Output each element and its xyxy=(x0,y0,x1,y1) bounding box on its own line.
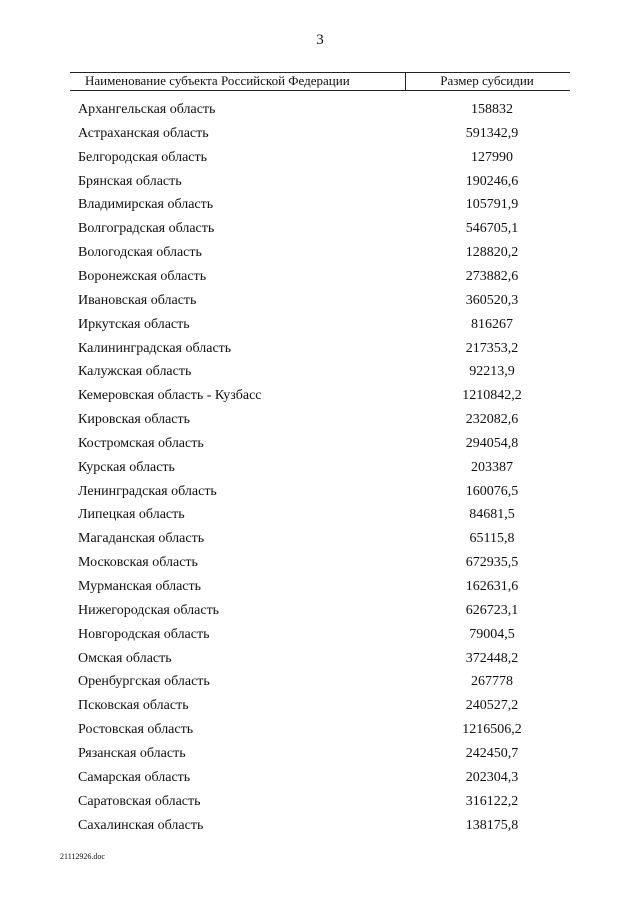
table-row-subject-name: Липецкая область xyxy=(78,507,185,523)
table-row-subsidy-amount: 203387 xyxy=(471,459,513,475)
table-row-subsidy-amount: 138175,8 xyxy=(465,817,519,833)
table-row-subsidy-amount: 158832 xyxy=(471,102,513,117)
table-row-subsidy-amount: 242450,7 xyxy=(465,745,519,761)
table-row-subsidy-amount: 672935,5 xyxy=(465,555,519,571)
table-row-subject-name: Архангельская область xyxy=(78,102,216,117)
table-row-subject-name: Астраханская область xyxy=(78,125,209,141)
table-row-subject-name: Ивановская область xyxy=(78,292,197,308)
table-row-subject-name: Нижегородская область xyxy=(78,602,220,618)
table-row-subsidy-amount: 546705,1 xyxy=(465,221,519,237)
table-row-subject-name: Новгородская область xyxy=(78,626,210,642)
table-row-subject-name: Ростовская область xyxy=(78,722,194,738)
table-row-subsidy-amount: 316122,2 xyxy=(465,793,519,809)
table-row-subject-name: Воронежская область xyxy=(78,268,207,284)
table-row-subject-name: Калужская область xyxy=(78,364,192,380)
table-row-subject-name: Самарская область xyxy=(78,769,191,785)
table-row-subsidy-amount: 79004,5 xyxy=(469,626,515,642)
table-row-subsidy-amount: 372448,2 xyxy=(465,650,519,666)
table-row-subject-name: Курская область xyxy=(78,459,175,475)
table-row-subject-name: Рязанская область xyxy=(78,745,186,761)
table-row-subject-name: Ленинградская область xyxy=(78,483,217,499)
table-row-subsidy-amount: 294054,8 xyxy=(465,435,519,451)
table-row-subject-name: Иркутская область xyxy=(78,316,190,332)
table-row-subsidy-amount: 591342,9 xyxy=(465,125,519,141)
table-row-subject-name: Белгородская область xyxy=(78,149,208,165)
table-row-subject-name: Кировская область xyxy=(78,412,191,428)
table-row-subsidy-amount: 240527,2 xyxy=(465,698,519,714)
table-row-subject-name: Московская область xyxy=(78,555,198,571)
table-row-subsidy-amount: 626723,1 xyxy=(465,602,519,618)
table-row-subject-name: Вологодская область xyxy=(78,245,202,261)
table-row-subject-name: Магаданская область xyxy=(78,531,205,547)
table-row-subject-name: Саратовская область xyxy=(78,793,201,809)
footer-filename: 21112926.doc xyxy=(60,852,105,861)
table-row-subsidy-amount: 190246,6 xyxy=(465,173,519,189)
table-row-subsidy-amount: 65115,8 xyxy=(469,531,515,547)
table-header-divider xyxy=(405,72,406,90)
table-row-subject-name: Псковская область xyxy=(78,698,189,714)
table-row-subsidy-amount: 202304,3 xyxy=(465,769,519,785)
table-row-subject-name: Костромская область xyxy=(78,435,204,451)
table-row-subsidy-amount: 162631,6 xyxy=(465,579,519,594)
table-row-subsidy-amount: 127990 xyxy=(471,149,513,165)
table-row-subsidy-amount: 360520,3 xyxy=(465,292,519,308)
table-row-subsidy-amount: 105791,9 xyxy=(465,197,519,213)
table-row-subsidy-amount: 232082,6 xyxy=(465,412,519,428)
table-row-subsidy-amount: 273882,6 xyxy=(465,268,519,284)
table-row-subsidy-amount: 217353,2 xyxy=(465,340,519,356)
table-row-subsidy-amount: 1216506,2 xyxy=(462,722,522,738)
table-row-subject-name: Сахалинская область xyxy=(78,817,204,833)
table-row-subject-name: Калининградская область xyxy=(78,340,232,356)
table-row-subject-name: Оренбургская область xyxy=(78,674,210,690)
table-row-subsidy-amount: 92213,9 xyxy=(469,364,515,380)
table-row-subject-name: Брянская область xyxy=(78,173,182,189)
table-row-subject-name: Волгоградская область xyxy=(78,221,215,237)
table-row-subsidy-amount: 84681,5 xyxy=(469,507,515,523)
table-row-subject-name: Мурманская область xyxy=(78,579,202,594)
table-row-subject-name: Владимирская область xyxy=(78,197,214,213)
page-number: 3 xyxy=(316,32,324,48)
column-header-subject-name: Наименование субъекта Российской Федерации xyxy=(85,73,350,88)
table-row-subsidy-amount: 816267 xyxy=(471,316,513,332)
table-row-subsidy-amount: 1210842,2 xyxy=(462,388,522,404)
table-row-subject-name: Кемеровская область - Кузбасс xyxy=(78,388,262,404)
table-row-subsidy-amount: 267778 xyxy=(471,674,513,690)
table-row-subsidy-amount: 128820,2 xyxy=(465,245,519,261)
table-row-subsidy-amount: 160076,5 xyxy=(465,483,519,499)
table-header-bottom-rule xyxy=(70,90,570,91)
column-header-subsidy-amount: Размер субсидии xyxy=(440,73,534,88)
table-row-subject-name: Омская область xyxy=(78,650,172,666)
